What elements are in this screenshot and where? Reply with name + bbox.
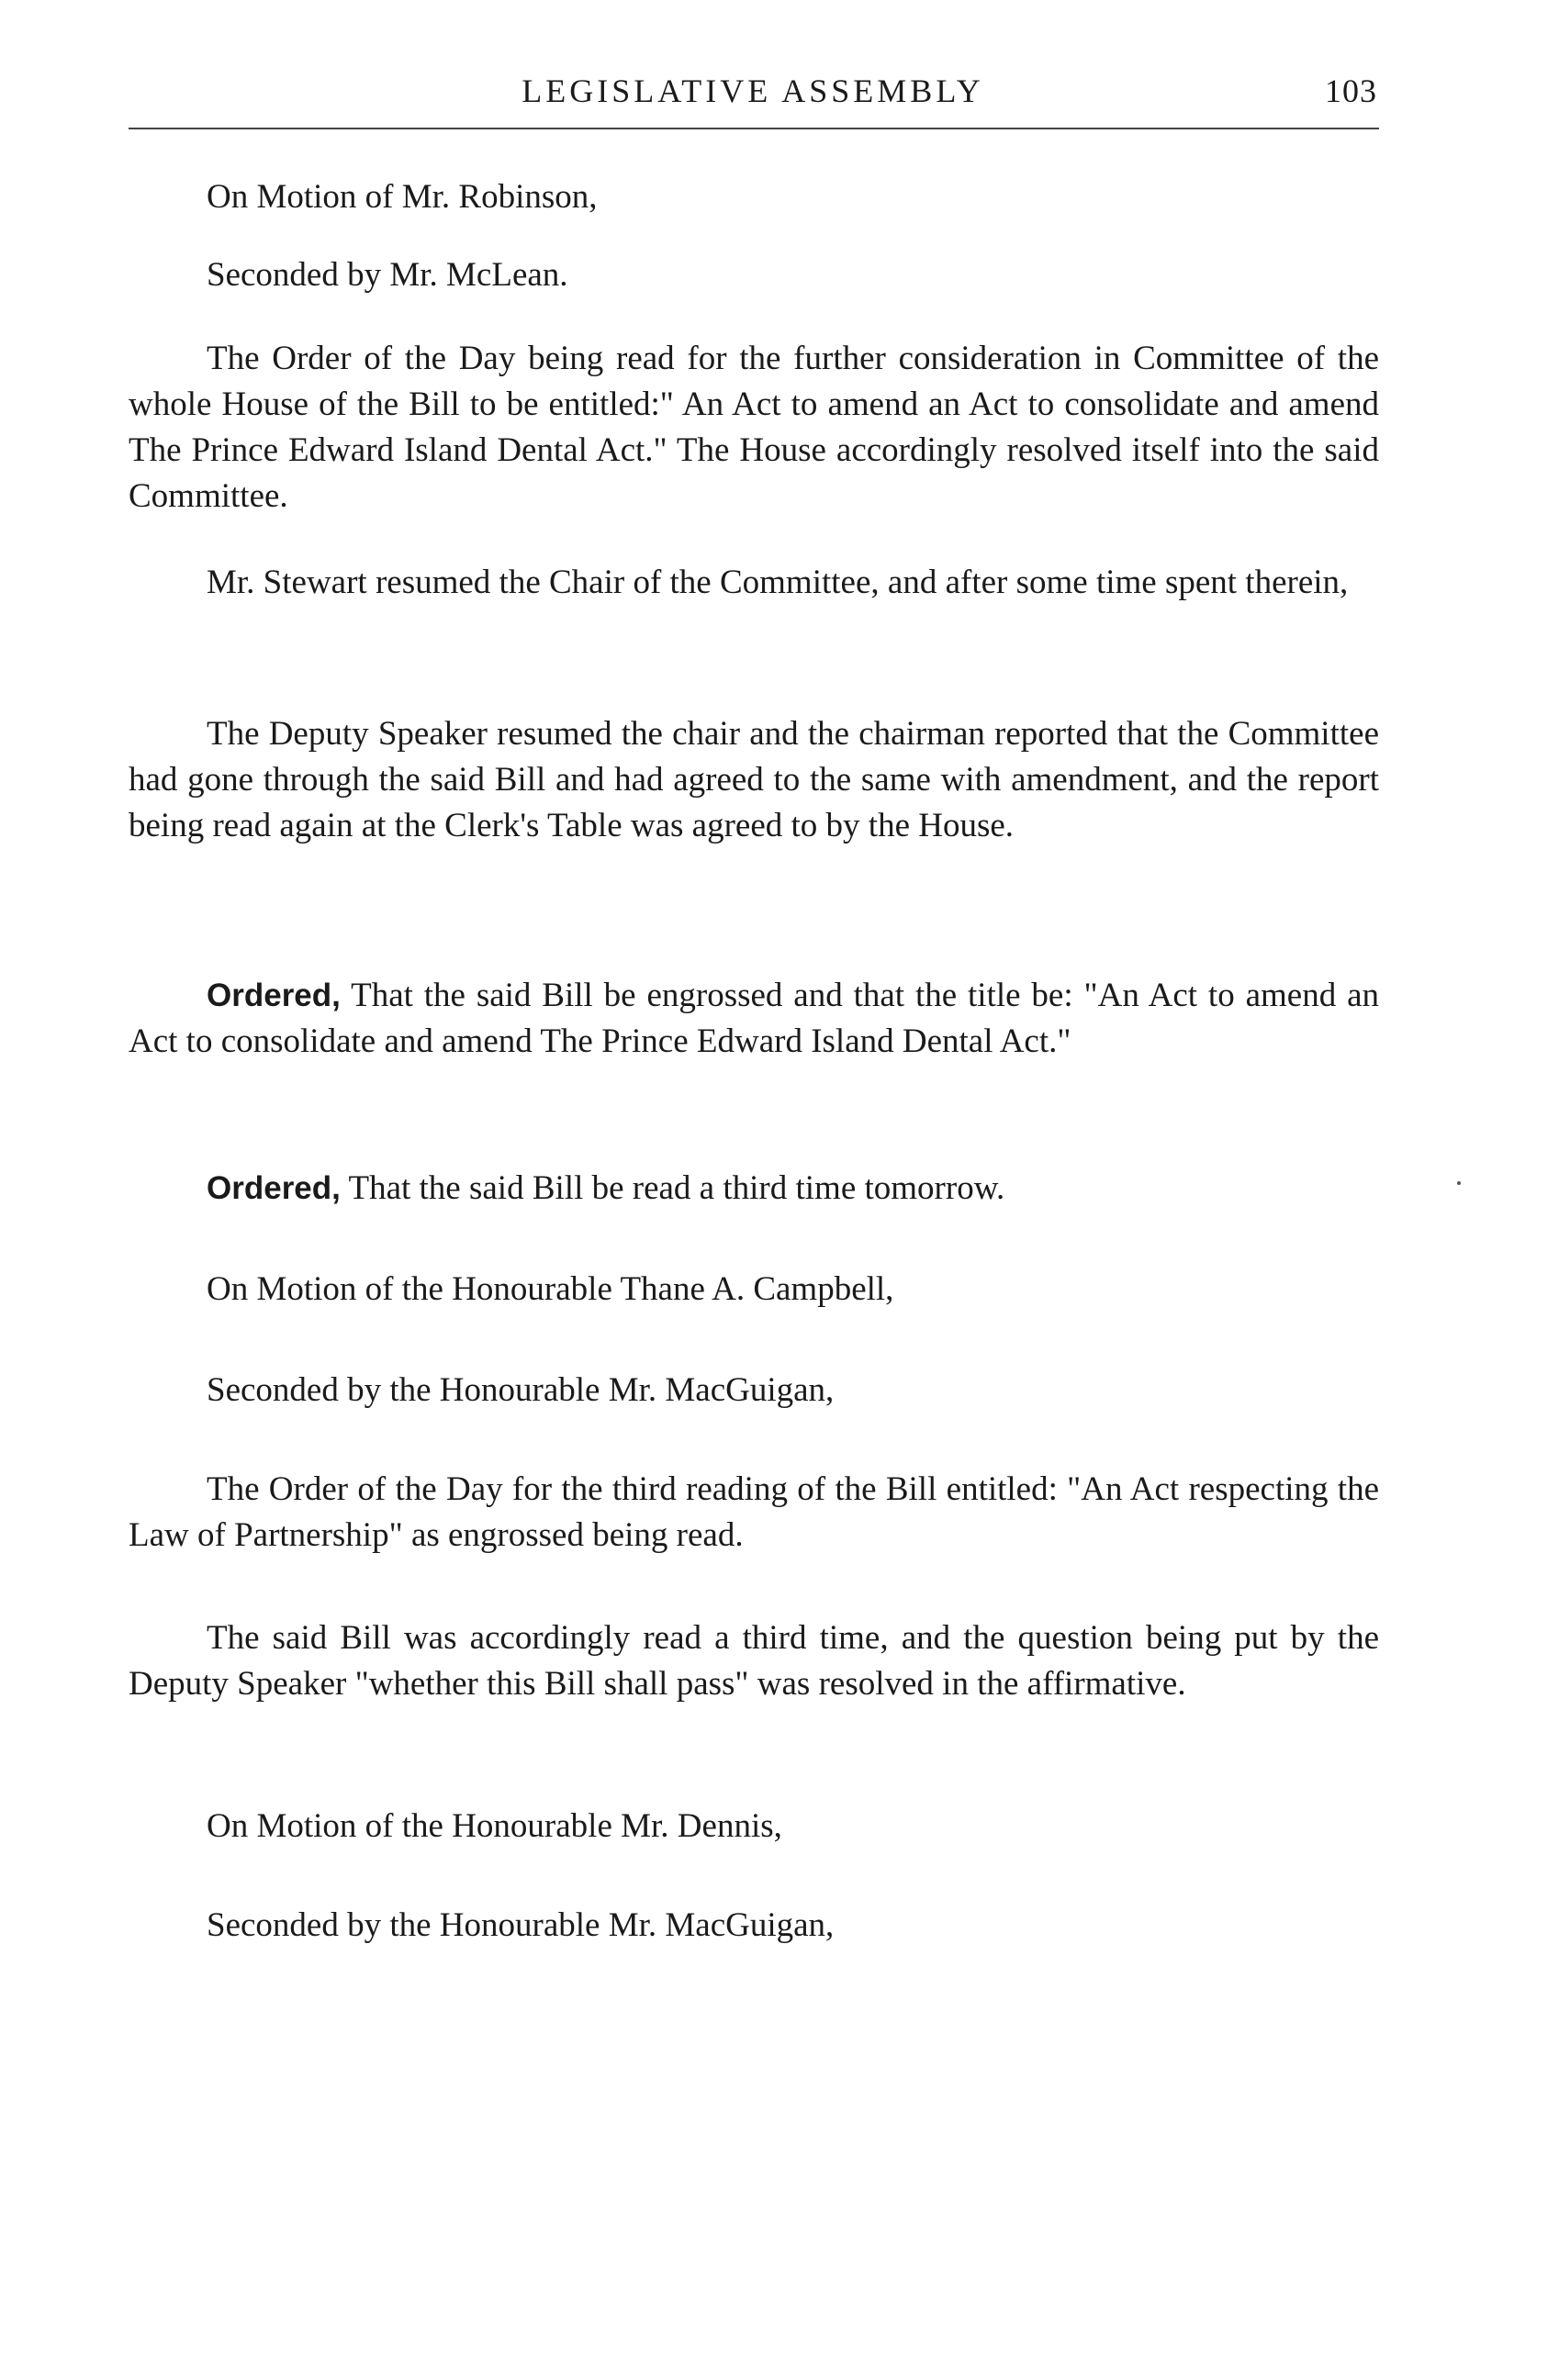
seconded-paragraph: Seconded by Mr. McLean. [207,256,568,294]
scan-speck [1457,1181,1461,1185]
bill-passed-paragraph: The said Bill was accordingly read a third time, and the question being put by the Deputy Speaker "whether this Bill shall pass" was resolved in the affirmative. [129,1619,1379,1703]
report-paragraph: The Deputy Speaker resumed the chair and the chairman reported that the Committee had gone through the said Bill and had agreed to the same with amendment, and the report being read again at the Clerk's Table was agreed to by the House. [129,715,1379,844]
running-title: LEGISLATIVE ASSEMBLY [522,73,984,109]
committee-chair-paragraph: Mr. Stewart resumed the Chair of the Committee, and after some time spent therein, [207,564,1349,601]
ordered-engrossed-paragraph: Ordered, That the said Bill be engrossed and that the title be: "An Act to amend an Act to consolidate and amend The Prince Edward Island Dental Act." [129,977,1379,1060]
ordered-third-reading-paragraph: Ordered, That the said Bill be read a third time tomorrow. [207,1169,1005,1207]
motion-paragraph: On Motion of the Honourable Mr. Dennis, [207,1807,782,1845]
seconded-paragraph: Seconded by the Honourable Mr. MacGuigan, [207,1371,835,1409]
order-of-day-paragraph: The Order of the Day being read for the further consideration in Committee of the whole House of the Bill to be entitled:" An Act to amend an Act to consolidate and amend The Prince Edward Island Dental Act." The House accordingly resolved itself into the said Committee. [129,340,1379,515]
ordered-lead: Ordered, [207,978,341,1013]
motion-paragraph: On Motion of the Honourable Thane A. Campbell, [207,1270,894,1308]
seconded-paragraph: Seconded by the Honourable Mr. MacGuigan, [207,1906,835,1944]
ordered-lead: Ordered, [207,1170,341,1206]
page-number: 103 [1325,73,1377,109]
motion-paragraph: On Motion of Mr. Robinson, [207,178,598,216]
running-header [129,72,1377,127]
third-reading-order-paragraph: The Order of the Day for the third reading of the Bill entitled: "An Act respecting the Law of Partnership" as engrossed being read. [129,1470,1379,1554]
header-rule [129,128,1379,129]
